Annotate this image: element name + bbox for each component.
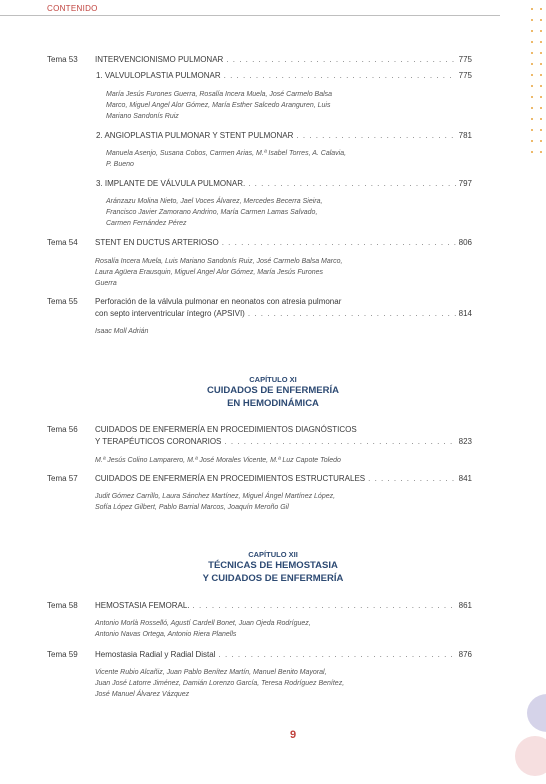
authors: Aránzazu Molina Nieto, Jael Voces Álvarez, Mercedes Becerra Sieira, Francisco Javier Zamorano Andrino, María Carmen Lamas Salvado, Carmen Fernández Pérez [106,198,323,227]
chapter-label: CAPÍTULO XI [249,375,297,384]
dot [540,107,542,109]
toc-page: 814 [458,309,472,318]
dot [531,52,533,54]
authors: M.ª Jesús Colino Lamparero, M.ª José Morales Vicente, M.ª Luz Capote Toledo [95,457,341,464]
dot [531,74,533,76]
toc-page: 876 [458,650,472,659]
dot [531,19,533,21]
dot [531,8,533,10]
header-divider [0,15,500,16]
decorative-dot-pattern [531,8,545,158]
tema-number: Tema 59 [47,650,78,659]
dot [531,85,533,87]
dot [531,140,533,142]
toc-page: 775 [458,55,472,64]
toc-title: HEMOSTASIA FEMORAL. [95,601,190,610]
toc-page: 781 [458,131,472,140]
chapter-title: Y CUIDADOS DE ENFERMERÍA [202,573,344,584]
section-header-label: CONTENIDO [47,4,98,13]
dot [540,118,542,120]
dot [540,8,542,10]
dot [531,129,533,131]
authors: Antonio Morlà Rosselló, Agustí Cardell Bonet, Juan Ojeda Rodríguez, Antonio Navas Ortega, Antonio Riera Planells [95,620,311,638]
dot [531,118,533,120]
chapter-title: TÉCNICAS DE HEMOSTASIA [208,560,338,571]
chapter-heading-xi [0,375,546,410]
toc-page: 861 [458,601,472,610]
toc-subtitle: 2. ANGIOPLASTIA PULMONAR Y STENT PULMONAR [96,131,294,140]
dot [540,30,542,32]
dot [540,52,542,54]
dot [540,74,542,76]
dot [540,96,542,98]
authors: María Jesús Furones Guerra, Rosalía Incera Muela, José Carmelo Balsa Marco, Miguel Angel Alor Gómez, María Esther Salcedo Aranguren, Luis Mariano Sandonís Ruiz [106,91,333,120]
toc-page: 806 [458,238,472,247]
dot [540,41,542,43]
toc-title: INTERVENCIONISMO PULMONAR [95,55,224,64]
toc-title: Hemostasia Radial y Radial Distal [95,650,216,659]
dot [540,19,542,21]
tema-number: Tema 58 [47,601,78,610]
toc-page: 823 [458,437,472,446]
dot [531,63,533,65]
authors: Isaac Moll Adrián [95,328,149,335]
toc-page: 797 [458,179,472,188]
toc-subtitle: 1. VALVULOPLASTIA PULMONAR [96,71,221,80]
toc-page: 841 [458,474,472,483]
page-number: 9 [289,729,297,741]
dot [540,85,542,87]
decorative-circle [515,736,546,776]
tema-number: Tema 54 [47,238,78,247]
toc-title: Perforación de la válvula pulmonar en neonatos con atresia pulmonar [95,297,342,306]
dot [531,41,533,43]
toc-title: CUIDADOS DE ENFERMERÍA EN PROCEDIMIENTOS ESTRUCTURALES [95,474,366,483]
dot [531,30,533,32]
dot [540,140,542,142]
chapter-label: CAPÍTULO XII [248,550,298,559]
decorative-circle [527,694,546,732]
dot [531,96,533,98]
dot [531,151,533,153]
toc-page: 775 [458,71,472,80]
authors: Manuela Asenjo, Susana Cobos, Carmen Arias, M.ª Isabel Torres, A. Calavia, P. Bueno [106,150,347,168]
authors: Vicente Rubio Alcañiz, Juan Pablo Benítez Martín, Manuel Benito Mayoral, Juan José Latorre Jiménez, Damián Lorenzo García, Teresa Rodríguez Benítez, José Manuel Álvarez Vázquez [95,669,345,698]
tema-number: Tema 56 [47,425,78,434]
chapter-title: EN HEMODINÁMICA [227,398,319,409]
chapter-heading-xii [0,550,546,585]
chapter-title: CUIDADOS DE ENFERMERÍA [207,385,339,396]
dot [540,151,542,153]
dot [540,129,542,131]
dot [531,107,533,109]
tema-number: Tema 53 [47,55,78,64]
dot [540,63,542,65]
toc-title: CUIDADOS DE ENFERMERÍA EN PROCEDIMIENTOS DIAGNÓSTICOS [95,425,357,434]
toc-line [95,55,472,64]
tema-number: Tema 57 [47,474,78,483]
authors: Rosalía Incera Muela, Luis Mariano Sandonís Ruiz, José Carmelo Balsa Marco, Laura Agüera Erausquin, Miguel Angel Alor Gómez, María Jesús Furones Guerra [95,258,343,287]
tema-number: Tema 55 [47,297,78,306]
toc-subtitle: 3. IMPLANTE DE VÁLVULA PULMONAR. [96,179,246,188]
toc-title: STENT EN DUCTUS ARTERIOSO [95,238,219,247]
toc-title: con septo interventricular íntegro (APSIVI) [95,309,245,318]
toc-title: Y TERAPÉUTICOS CORONARIOS [95,437,222,446]
authors: Judit Gómez Carrillo, Laura Sánchez Martínez, Miguel Ángel Martínez López, Sofía López Gilbert, Pablo Barrial Marcos, Joaquín Meroño Gil [95,493,336,511]
